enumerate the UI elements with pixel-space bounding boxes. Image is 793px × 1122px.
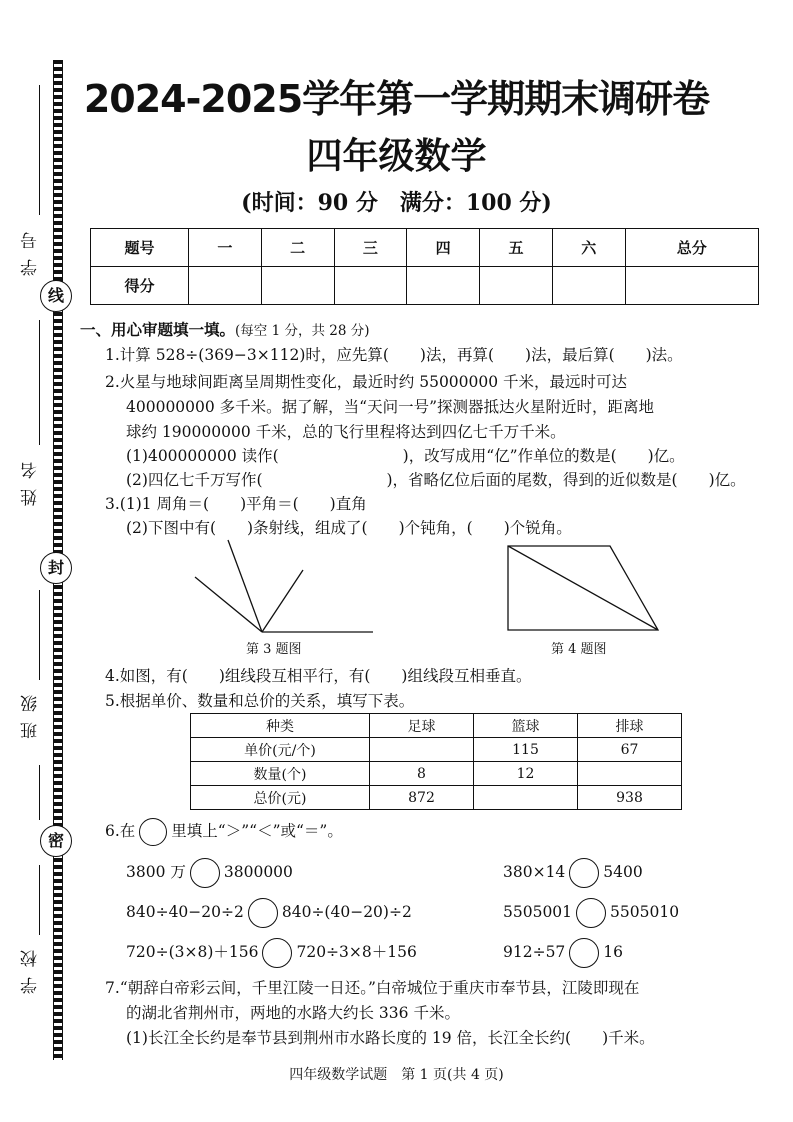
score-input-cell[interactable] — [480, 267, 553, 305]
compare-left: 3800 万 — [126, 863, 186, 881]
answer-circle[interactable] — [569, 858, 599, 888]
price-cell: 67 — [578, 738, 682, 762]
compare-right: 3800000 — [223, 863, 293, 881]
compare-item — [126, 938, 417, 968]
compare-right: 16 — [603, 943, 624, 961]
margin-line — [39, 320, 40, 445]
score-input-cell[interactable] — [552, 267, 625, 305]
price-cell: 种类 — [191, 714, 370, 738]
compare-item — [503, 858, 643, 888]
score-cell: 五 — [480, 229, 553, 267]
score-input-cell[interactable] — [407, 267, 480, 305]
score-row-label: 得分 — [91, 267, 189, 305]
margin-line — [39, 865, 40, 935]
margin-line — [39, 765, 40, 820]
figure-3-caption: 第 3 题图 — [246, 642, 302, 657]
compare-item — [503, 938, 623, 968]
question-2-line: 400000000 多千米。据了解，当“天问一号”探测器抵达火星附近时，距离地 — [126, 398, 655, 416]
compare-right: 720÷3×8＋156 — [296, 943, 417, 961]
price-cell: 单价(元/个) — [191, 738, 370, 762]
compare-left: 380×14 — [503, 863, 566, 881]
question-3-2: (2)下图中有( )条射线，组成了( )个钝角，( )个锐角。 — [126, 519, 572, 537]
compare-left: 720÷(3×8)＋156 — [126, 943, 259, 961]
question-7-line: 7.“朝辞白帝彩云间，千里江陵一日还。”白帝城位于重庆市奉节县，江陵即现在 — [105, 979, 640, 997]
score-input-cell[interactable] — [189, 267, 262, 305]
question-1: 1.计算 528÷(369−3×112)时，应先算( )法，再算( )法，最后算( )法。 — [105, 346, 683, 364]
school-label: 学校 — [21, 940, 41, 994]
compare-right: 5400 — [603, 863, 643, 881]
question-6-suffix: 里填上“＞”“＜”或“＝”。 — [171, 822, 343, 840]
price-cell: 足球 — [370, 714, 474, 738]
example-circle — [139, 818, 167, 846]
price-cell: 8 — [370, 762, 474, 786]
score-cell: 一 — [189, 229, 262, 267]
price-blank-cell[interactable] — [474, 786, 578, 810]
price-table-row — [191, 762, 682, 786]
question-3-1: 3.(1)1 周角＝( )平角＝( )直角 — [105, 495, 367, 513]
question-7-line: 的湖北省荆州市，两地的水路大约长 336 千米。 — [126, 1004, 460, 1022]
figure-3-rays — [185, 535, 385, 635]
price-cell: 排球 — [578, 714, 682, 738]
score-cell: 六 — [552, 229, 625, 267]
price-table-row — [191, 786, 682, 810]
answer-circle[interactable] — [248, 898, 278, 928]
answer-circle[interactable] — [262, 938, 292, 968]
compare-left: 840÷40−20÷2 — [126, 903, 244, 921]
score-input-cell[interactable] — [261, 267, 334, 305]
seal-xian: 线 — [40, 280, 72, 312]
score-cell: 题号 — [91, 229, 189, 267]
compare-right: 5505010 — [610, 903, 680, 921]
answer-circle[interactable] — [569, 938, 599, 968]
compare-right: 840÷(40−20)÷2 — [281, 903, 412, 921]
name-label: 姓名 — [21, 452, 41, 506]
compare-left: 912÷57 — [503, 943, 566, 961]
score-cell: 三 — [334, 229, 407, 267]
question-2-line: 2.火星与地球间距离呈周期性变化，最近时约 55000000 千米，最远时可达 — [105, 373, 628, 391]
student-number-label: 学号 — [21, 222, 41, 276]
price-cell: 872 — [370, 786, 474, 810]
price-blank-cell[interactable] — [370, 738, 474, 762]
section-note: (每空 1 分，共 28 分) — [235, 323, 370, 339]
section-heading-text: 一、用心审题填一填。 — [80, 321, 236, 339]
score-input-cell[interactable] — [625, 267, 758, 305]
margin-line — [39, 590, 40, 680]
answer-circle[interactable] — [190, 858, 220, 888]
question-4: 4.如图，有( )组线段互相平行，有( )组线段互相垂直。 — [105, 667, 532, 685]
seal-feng: 封 — [40, 552, 72, 584]
price-table-header — [191, 714, 682, 738]
page-footer: 四年级数学试题 第 1 页(共 4 页) — [289, 1067, 504, 1083]
exam-title: 2024-2025学年第一学期期末调研卷 — [83, 77, 710, 121]
price-cell: 12 — [474, 762, 578, 786]
question-2-line: 球约 190000000 千米，总的飞行里程将达到四亿七千万千米。 — [126, 423, 566, 441]
price-blank-cell[interactable] — [578, 762, 682, 786]
question-2-1: (1)400000000 读作( )，改写成用“亿”作单位的数是( )亿。 — [126, 447, 685, 465]
figure-4-trapezoid — [500, 540, 665, 635]
section-1-heading — [80, 318, 369, 340]
price-cell: 总价(元) — [191, 786, 370, 810]
compare-item — [126, 858, 293, 888]
score-table-header-row — [91, 229, 759, 267]
figure-4-caption: 第 4 题图 — [551, 642, 607, 657]
price-table — [190, 713, 682, 810]
question-2-2: (2)四亿七千万写作( )，省略亿位后面的尾数，得到的近似数是( )亿。 — [126, 471, 746, 489]
price-cell: 938 — [578, 786, 682, 810]
compare-item — [126, 898, 412, 928]
seal-mi: 密 — [40, 825, 72, 857]
score-input-cell[interactable] — [334, 267, 407, 305]
score-table-score-row — [91, 267, 759, 305]
question-6-prefix: 6.在 — [105, 822, 136, 840]
price-table-row — [191, 738, 682, 762]
score-cell: 四 — [407, 229, 480, 267]
ray — [262, 570, 303, 632]
question-6 — [105, 818, 343, 846]
price-cell: 篮球 — [474, 714, 578, 738]
score-cell: 总分 — [625, 229, 758, 267]
price-cell: 115 — [474, 738, 578, 762]
question-5: 5.根据单价、数量和总价的关系，填写下表。 — [105, 692, 415, 710]
score-cell: 二 — [261, 229, 334, 267]
class-label: 班级 — [21, 685, 41, 739]
compare-left: 5505001 — [503, 903, 573, 921]
compare-item — [503, 898, 679, 928]
score-table — [90, 228, 759, 305]
exam-subject: 四年级数学 — [306, 136, 487, 177]
exam-info: (时间：90 分 满分：100 分) — [241, 190, 552, 216]
diagonal — [508, 546, 658, 630]
question-7-1: (1)长江全长约是奉节县到荆州市水路长度的 19 倍，长江全长约( )千米。 — [126, 1029, 655, 1047]
price-cell: 数量(个) — [191, 762, 370, 786]
answer-circle[interactable] — [576, 898, 606, 928]
